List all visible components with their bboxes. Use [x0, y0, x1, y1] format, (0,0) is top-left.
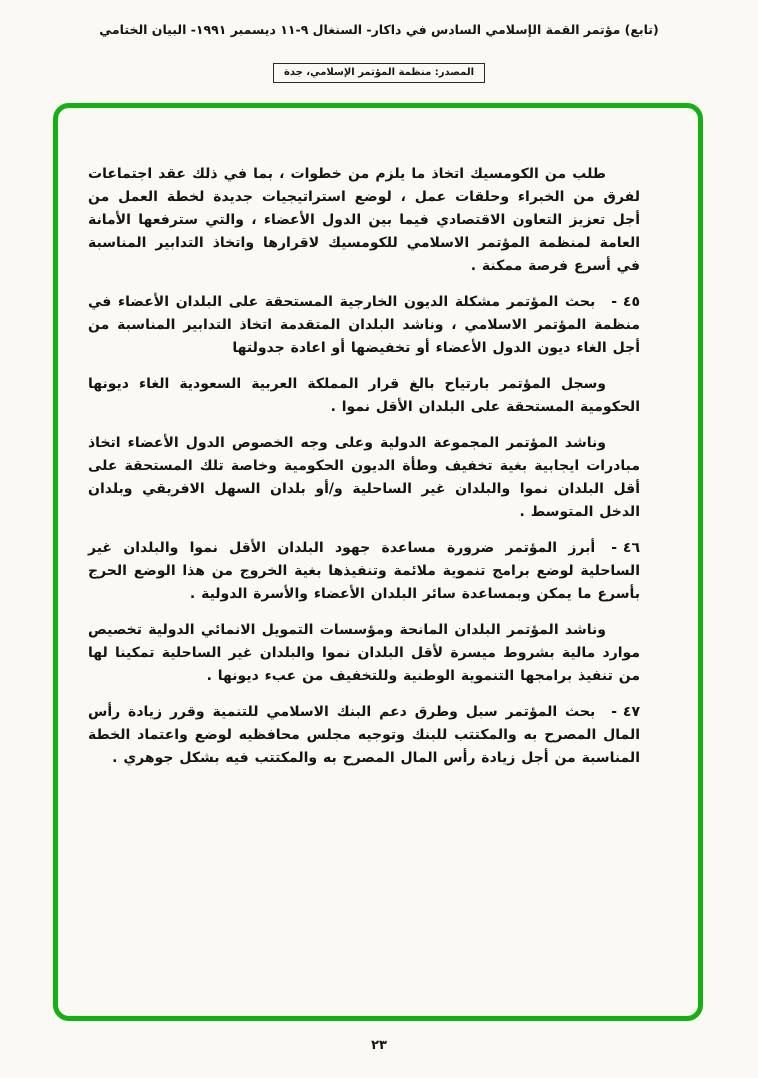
paragraph-text: أبرز المؤتمر ضرورة مساعدة جهود البلدان الأقل نموا والبلدان غير الساحلية لوضع برامج تنموية ملائمة وتنفيذها بغية الخروج من هذا الوضع الحرج بأسرع ما يمكن وبمساعدة سائر البلدان الأعضاء والأسرة الدولية . [88, 540, 640, 602]
paragraph [88, 291, 640, 360]
paragraph [88, 701, 640, 770]
paragraph-number: ٤٧ - [611, 704, 640, 720]
paragraph [88, 432, 640, 524]
document-body [88, 163, 640, 783]
page-number: ٢٣ [371, 1038, 387, 1053]
source-label: المصدر: منظمة المؤتمر الإسلامي، جدة [273, 63, 485, 83]
page-header [0, 22, 758, 83]
paragraph-text: بحث المؤتمر مشكلة الديون الخارجية المستحقة على البلدان الأعضاء في منظمة المؤتمر الاسلامي ، وناشد البلدان المتقدمة اتخاذ التدابير المناسبة من أجل الغاء ديون الدول الأعضاء أو تخفيضها أو اعادة جدولتها [88, 294, 640, 356]
paragraph-text: طلب من الكومسيك اتخاذ ما يلزم من خطوات ، بما في ذلك عقد اجتماعات لفرق من الخبراء وحلقات عمل ، لوضع استراتيجيات جديدة لخطة العمل من أجل تعزيز التعاون الاقتصادي فيما بين الدول الأعضاء ، والتي سترفعها الأمانة العامة لمنظمة المؤتمر الاسلامي للكومسيك لاقرارها واتخاذ التدابير المناسبة في أسرع فرصة ممكنة . [88, 166, 640, 274]
document-title: (تابع) مؤتمر القمة الإسلامي السادس في داكار- السنغال ٩-١١ ديسمبر ١٩٩١- البيان الختامي [99, 22, 659, 37]
paragraph-number: ٤٥ - [611, 294, 640, 310]
paragraph [88, 163, 640, 278]
paragraph [88, 619, 640, 688]
paragraph [88, 373, 640, 419]
paragraph [88, 537, 640, 606]
paragraph-text: وناشد المؤتمر المجموعة الدولية وعلى وجه الخصوص الدول الأعضاء اتخاذ مبادرات ايجابية بغية تخفيف وطأة الديون الحكومية وخاصة تلك المستحقة على أقل البلدان نموا والبلدان غير الساحلية و/أو بلدان السهل الافريقي وبلدان الدخل المتوسط . [88, 435, 640, 520]
paragraph-number: ٤٦ - [611, 540, 640, 556]
paragraph-text: بحث المؤتمر سبل وطرق دعم البنك الاسلامي للتنمية وقرر زيادة رأس المال المصرح به والمكتتب للبنك وتوجيه مجلس محافظيه لوضع واعتماد الخطة المناسبة من أجل زيادة رأس المال المصرح به والمكتتب فيه بشكل جوهري . [88, 704, 640, 766]
paragraph-text: وناشد المؤتمر البلدان المانحة ومؤسسات التمويل الانمائي الدولية تخصيص موارد مالية بشروط ميسرة لأقل البلدان نموا والبلدان غير الساحلية تمكينا لها من تنفيذ برامجها التنموية الوطنية وللتخفيف من عبء ديونها . [88, 622, 640, 684]
paragraph-text: وسجل المؤتمر بارتياح بالغ قرار المملكة العربية السعودية الغاء ديونها الحكومية المستحقة على البلدان الأقل نموا . [88, 376, 640, 415]
